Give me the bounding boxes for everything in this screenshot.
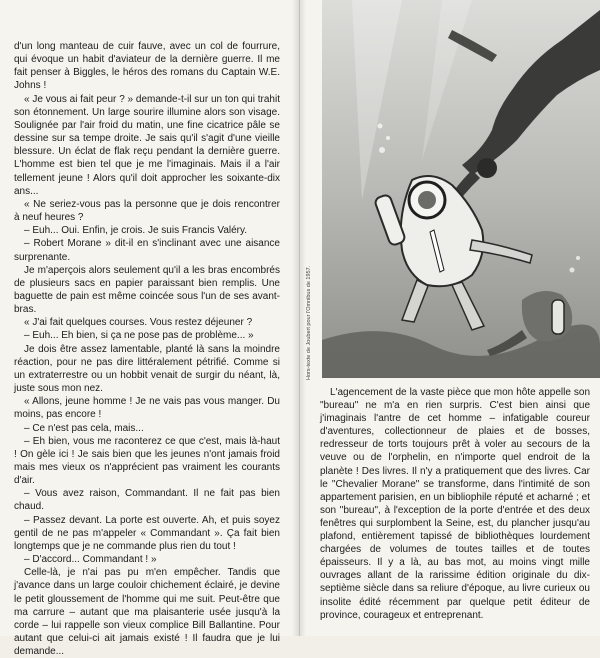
paragraph: « Je vous ai fait peur ? » demande-t-il sur un ton qui trahit son étonnement. Un large sourire illumine alors son visage. Soulignée par l'air froid du matin, une fine cicatrice pâle se dessine sur sa tempe droite. Je sais qu'il s'agit d'une vieille blessure. Un éclat de flak reçu pendant la dernière guerre. L'homme est bien tel que je me l'imaginais. Mais il a l'air tellement jeune ! Alors qu'il doit approcher les soixante-dix ans... [14, 93, 280, 197]
paragraph: – Passez devant. La porte est ouverte. Ah, et puis soyez gentil de ne pas m'appeler « Commandant ». Ça fait bien longtemps que je ne commande plus rien du tout ! [14, 514, 280, 552]
right-page [300, 0, 600, 636]
paragraph: Je dois être assez lamentable, planté là sans la moindre réaction, pour ne pas dire littéralement pétrifié. Comme si un extraterrestre ou un hobbit venait de surgir du néant, là, juste sous mon nez. [14, 343, 280, 395]
right-text-column [320, 386, 590, 622]
paragraph: d'un long manteau de cuir fauve, avec un col de fourrure, qui évoque un habit d'aviateur de la dernière guerre. Il me fait penser à Biggles, le héros des romans du Captain W.E. Johns ! [14, 41, 280, 92]
paragraph: – Robert Morane » dit-il en s'inclinant avec une aisance surprenante. [14, 238, 280, 263]
paragraph: Je m'aperçois alors seulement qu'il a les bras encombrés de plusieurs sacs en papier paraissant bien remplis. Une baguette de pain est même coincée sous l'un de ses avant-bras. [14, 264, 280, 316]
paragraph: – D'accord... Commandant ! » [24, 554, 157, 566]
paragraph: « Ne seriez-vous pas la personne que je dois rencontrer à neuf heures ? [14, 198, 280, 224]
paragraph: – Euh... Eh bien, si ça ne pose pas de problème... » [24, 330, 254, 342]
paragraph: – Ce n'est pas cela, mais... [24, 422, 144, 434]
paragraph: – Euh... Oui. Enfin, je crois. Je suis Francis Valéry. [24, 225, 248, 237]
paragraph: – Eh bien, vous me raconterez ce que c'est, mais là-haut ! On gèle ici ! Je sais bien que les jeunes n'ont jamais froid mais mes vieux os n'apprécient pas vraiment les courants d'air. [14, 435, 280, 487]
illustration-drawing [322, 0, 600, 378]
left-text-column [14, 40, 280, 658]
underwater-illustration [322, 0, 600, 378]
paragraph: – Vous avez raison, Commandant. Il ne fait pas bien chaud. [14, 488, 280, 513]
illustration-credit: Hors-texte de Joubert pour l'Omnibus de 1957. [306, 265, 312, 380]
paragraph: « J'ai fait quelques courses. Vous restez déjeuner ? [24, 317, 253, 329]
paragraph: Celle-là, je n'ai pas pu m'en empêcher. Tandis que j'avance dans un large couloir chichement éclairé, je devine le petit gloussement de l'homme qui me suit. Peut-être que ma carrure – autant que ma plaisanterie usée jusqu'à la corde – lui rappelle son vieux complice Bill Ballantine. Pour autant que celui-ci ait jamais existé ! Il faudra que je lui demande... [14, 567, 280, 658]
paragraph: « Allons, jeune homme ! Je ne vais pas vous manger. Du moins, pas encore ! [14, 396, 280, 421]
paragraph: L'agencement de la vaste pièce que mon hôte appelle son "bureau" ne m'a en rien surpris. C'est bien ainsi que j'imaginais l'antre de cet homme – infatigable coureur d'aventures, collectionneur de plaies et de bosses, redresseur de torts toujours prêt à voler au secours de la veuve ou de l'orphelin, en n'importe quel endroit de la planète ! Des livres. Il n'y a pratiquement que des livres. Car le "Chevalier Morane" se transforme, dans l'intimité de son appartement parisien, en un bibliophile réputé et acharné ; et son "bureau", à l'exception de la porte d'entrée et des deux fenêtres qui surplombent la Seine, est, du plancher jusqu'au plafond, entièrement tapissé de bibliothèques lourdement chargées de volumes de toutes tailles et de toutes épaisseurs. Il y a là, au bas mot, au moins vingt mille ouvrages allant de la rarissime édition originale du dix-septième siècle dans sa reliure d'époque, au livre curieux ou insolite édité récemment par quelque petit éditeur de province, courageux et entreprenant. [320, 387, 590, 621]
